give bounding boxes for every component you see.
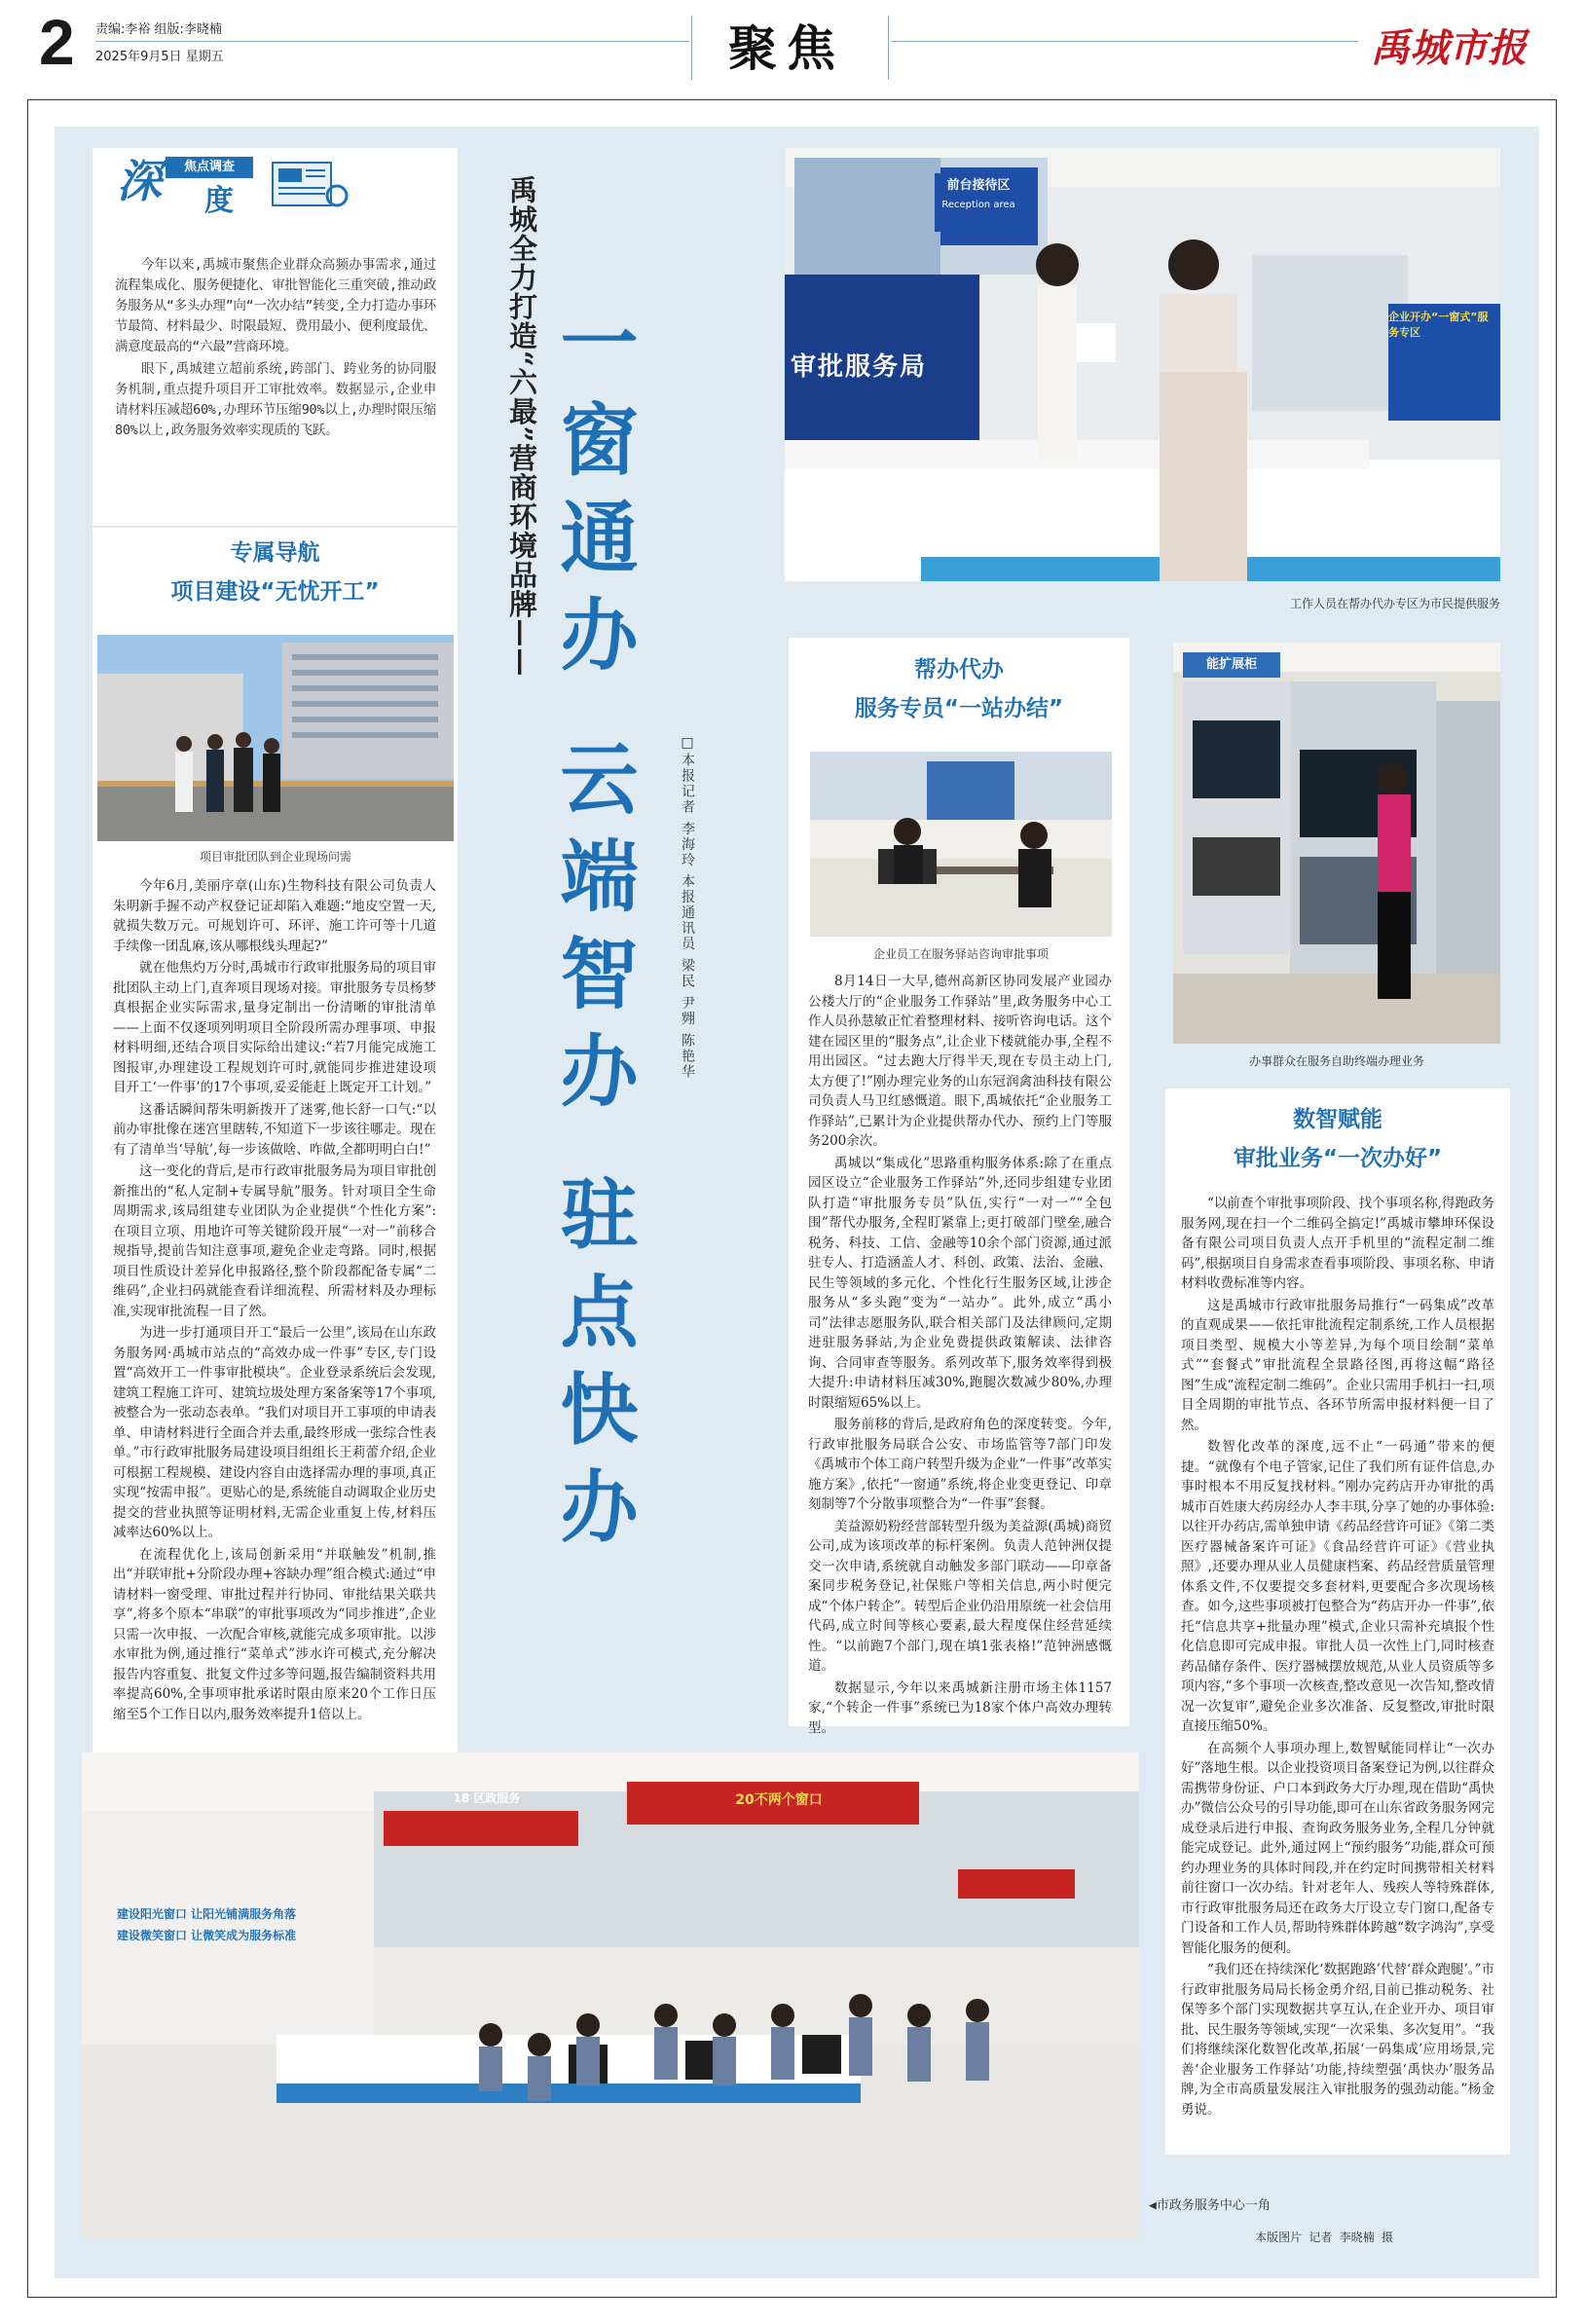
section3-paragraph: “以前查个审批事项阶段、找个事项名称,得跑政务服务网,现在扫一个二维码全搞定!”禹城市攀坤环保设备有限公司项目负责人点开手机里的“流程定制二维码”,根据项目自身需求查看事项阶段、事项名称、申请材料收费标准等内容。 <box>1181 1196 1494 1291</box>
deep-logo-tag: 焦点调查 <box>166 157 253 178</box>
photo-service-station-caption: 企业员工在服务驿站咨询审批事项 <box>872 947 1049 961</box>
section1-paragraph: 在流程优化上,该局创新采用“并联触发”机制,推出“并联审批+分阶段办理+容缺办理”组合模式:通过“申请材料一窗受理、审批过程并行协同、审批结果关联共享”,将多个原本“串联”的审批事项改为“同步推进”,企业只需一次申报、一次配合审核,就能完成多项审批。以涉水审批为例,通过推行“菜单式”涉水许可模式,充分解决报告内容重复、批复文件过多等问题,报告编制资料共用率提高60%,全事项审批承诺时限由原来20个工作日压缩至5个工作日以内,服务效率提升1倍以上。 <box>113 1546 436 1722</box>
hall-banner-2: 20不两个窗口 <box>735 1792 823 1808</box>
kiosk-sign: 能扩展柜 <box>1183 652 1280 678</box>
photo-service-hall-caption: ◀市政务服务中心一角 <box>1149 2198 1271 2213</box>
section2-paragraph: 8月14日一大早,德州高新区协同发展产业园办公楼大厅的“企业服务工作驿站”里,政务服务中心工作人员孙慧敏正忙着整理材料、接听咨询电话。这个建在园区里的“服务点”,让企业下楼就能办事,全程不用出园区。“过去跑大厅得半天,现在专员主动上门,太方便了!”刚办理完业务的山东冠润禽油科技有限公司负责人马卫红感慨道。眼下,禹城依托“企业服务工作驿站”,已累计为企业提供帮办代办、预约上门等服务200余次。 <box>808 974 1112 1149</box>
masthead-rule-left <box>95 41 689 42</box>
newspaper-icon <box>263 157 350 211</box>
headline-subtitle: 禹城全力打造“六最”营商环境品牌—— <box>505 175 538 678</box>
section2-paragraph: 数据显示,今年以来禹城新注册市场主体1157家,“个转企一件事”系统已为18家个体户高效办理转型。 <box>808 1679 1112 1736</box>
reception-sign-cn: 前台接待区 <box>946 178 1011 193</box>
headline-main: 一窗通办 云端智办 驻点快办 <box>547 302 638 1564</box>
section3-paragraph: “我们还在持续深化‘数据跑路’代替‘群众跑腿’。”市行政审批服务局局长杨金勇介绍,目前已推动税务、社保等多个部门实现数据共享互认,在企业开办、项目审批、民生服务等领域,实现“一次采集、多次复用”。“我们将继续深化数智化改革,拓展‘一码集成’应用场景,完善‘企业服务工作驿站’功能,持续塑强‘禹快办’服务品牌,为全市高质量发展注入审批服务的强劲动能。”杨金勇说。 <box>1181 1962 1494 2118</box>
newspaper-logo: 禹城市报 <box>1371 25 1527 71</box>
hall-wall-line-1: 建设阳光窗口 让阳光铺满服务角落 <box>117 1907 297 1921</box>
section1-paragraph: 这一变化的背后,是市行政审批服务局为项目审批创新推出的“私人定制+专属导航”服务。针对项目全生命周期需求,该局组建专业团队为企业提供“个性化方案”:在项目立项、用地许可等关键阶段开展“一对一”前移合规指导,提前告知注意事项,避免企业走弯路。同时,根据项目性质设计差异化申报路径,整个阶段都配备专属“二维码”,企业扫码就能查看详细流程、所需材料及办理标准,实现审批流程一目了然。 <box>113 1163 436 1319</box>
hall-wall-line-2: 建设微笑窗口 让微笑成为服务标准 <box>117 1929 297 1942</box>
deep-logo-char2: 度 <box>204 184 234 218</box>
reception-sign-en: Reception area <box>941 200 1015 210</box>
section3-paragraph: 在高频个人事项办理上,数智赋能同样让“一次办好”落地生根。以企业投资项目备案登记为例,以往群众需携带身份证、户口本到政务大厅办理,现在借助“禹快办”微信公众号的引导功能,即可在山东省政务服务网完成登录后进行申报、查询政务服务业务,全程几分钟就能完成登记。此外,通过网上“预约服务”功能,群众可预约办理业务的具体时间段,并在约定时间携带相关材料前往窗口一次办结。针对老年人、残疾人等特殊群体,市行政审批服务局还在政务大厅设立专门窗口,配备专门设备和工作人员,帮助特殊群体跨越“数字鸿沟”,享受智能化服务的便利。 <box>1181 1740 1494 1956</box>
masthead-divider-left <box>691 16 692 80</box>
section1-heading-2: 项目建设“无忧开工” <box>170 579 380 605</box>
photo-service-hall <box>82 1752 1139 2239</box>
photo-reception-caption: 工作人员在帮办代办专区为市民提供服务 <box>1289 597 1500 610</box>
section3-paragraph: 数智化改革的深度,远不止“一码通”带来的便捷。“就像有个电子管家,记住了我们所有证件信息,办事时根本不用反复找材料。”刚办完药店开办审批的禹城市百姓康大药房经办人李丰琪,分享了她的办事体验:以往开办药店,需单独申请《药品经营许可证》《第二类医疗器械备案许可证》《食品经营许可证》《营业执照》,还要办理从业人员健康档案、药品经营质量管理体系文件,不仅要提交多套材料,更要配合多次现场核查。如今,这些事项被打包整合为“药店开办一件事”,依托“信息共享+批量办理”模式,企业只需补充填报个性化信息即可完成申报。审批人员一次性上门,同时核查药品储存条件、医疗器械摆放规范,从业人员资质等多项内容,“多个事项一次核查,整改意见一次告知,整改情况一次复审”,避免企业多次准备、反复整改,审批时限直接压缩50%。 <box>1181 1439 1494 1734</box>
section1-paragraph: 这番话瞬间帮朱明新拨开了迷雾,他长舒一口气:“以前办审批像在迷宫里瞎转,不知道下一步该往哪走。现在有了清单当‘导航’,每一步该做啥、咋做,全都明明白白!” <box>113 1101 436 1158</box>
deep-logo <box>117 151 350 234</box>
section1-paragraph: 今年6月,美丽序章(山东)生物科技有限公司负责人朱明新手握不动产权登记证却陷入难题:“地皮空置一天,就损失数万元。可规划许可、环评、施工许可等十几道手续像一团乱麻,该从哪根线头理起?” <box>113 878 436 954</box>
hall-wall-text <box>117 1903 370 1946</box>
photo-credit: 本版图片 记者 李晓楠 摄 <box>1255 2231 1393 2244</box>
section2-text <box>808 972 1112 1740</box>
section2-heading-1: 帮办代办 <box>914 657 1004 682</box>
photo-self-service-caption: 办事群众在服务自助终端办理业务 <box>1248 1054 1424 1068</box>
section3-heading-1: 数智赋能 <box>1293 1107 1382 1132</box>
photo-site-visit <box>97 635 454 841</box>
section2-heading-2: 服务专员“一站办结” <box>854 696 1064 721</box>
section3-text <box>1181 1194 1494 2121</box>
hall-banner-1: 18 区政服务 <box>453 1791 521 1805</box>
section3-heading-2: 审批业务“一次办好” <box>1233 1146 1443 1171</box>
photo-self-service <box>1173 643 1500 1044</box>
photo-service-station <box>810 752 1112 937</box>
intro-paragraph: 眼下,禹城建立超前系统,跨部门、跨业务的协同服务机制,重点提升项目开工审批效率。数据显示,企业申请材料压减超60%,办理环节压缩90%以上,办理时限压缩80%以上,政务服务效率实现质的飞跃。 <box>115 361 436 438</box>
section3-paragraph: 这是禹城市行政审批服务局推行“一码集成”改革的直观成果——依托审批流程定制系统,工作人员根据项目类型、规模大小等差异,为每个项目绘制“菜单式”“套餐式”审批流程全景路径图,再将这幅“路径图”生成“流程定制二维码”。企业只需用手机扫一扫,项目全周期的审批节点、各环节所需申报材料便一目了然。 <box>1181 1297 1494 1433</box>
section2-paragraph: 服务前移的背后,是政府角色的深度转变。今年,行政审批服务局联合公安、市场监管等7部门印发《禹城市个体工商户转型升级为企业“一件事”改革实施方案》,依托“一窗通”系统,将企业变更登记、印章刻制等7个分散事项整合为“一件事”套餐。 <box>808 1417 1112 1512</box>
date-line: 2025年9月5日 星期五 <box>95 50 224 64</box>
section2-paragraph: 美益源奶粉经营部转型升级为美益源(禹城)商贸公司,成为该项改革的标杆案例。负责人范钟洲仅提交一次申请,系统就自动触发多部门联动——印章备案同步税务登记,社保账户等相关信息,两小时便完成“个体户转企”。转型后企业仍沿用原统一社会信用代码,成立时间等核心要素,最大程度保住经营延续性。“以前跑7个部门,现在填1张表格!”范钟洲感慨道。 <box>808 1518 1112 1674</box>
photo-site-visit-caption: 项目审批团队到企业现场问需 <box>199 850 351 864</box>
byline: □本报记者 李海玲 本报通讯员 梁民 尹翙 陈艳华 <box>680 735 695 1081</box>
page-number: 2 <box>39 6 75 78</box>
intro-text <box>115 255 436 443</box>
section1-paragraph: 就在他焦灼万分时,禹城市行政审批服务局的项目审批团队主动上门,直奔项目现场对接。审批服务专员杨梦真根据企业实际需求,量身定制出一份清晰的审批清单——上面不仅逐项列明项目全阶段所需办理事项、申报材料明细,还结合项目实际给出建议:“若7月能完成施工图报审,办理建设工程规划许可时,就能同步推进建设项目开工‘一件事’的17个事项,妥妥能赶上既定开工计划。” <box>113 960 436 1095</box>
enterprise-sign: 企业开办“一窗式”服务专区 <box>1388 311 1489 339</box>
masthead-rule-right <box>891 41 1358 42</box>
bureau-sign: 审批服务局 <box>791 352 928 382</box>
deep-logo-char: 深 <box>117 155 162 207</box>
intro-paragraph: 今年以来,禹城市聚焦企业群众高频办事需求,通过流程集成化、服务便捷化、审批智能化三重突破,推动政务服务从“多头办理”向“一次办结”转变,全力打造办事环节最简、材料最少、时限最短、费用最小、便利度最优、满意度最高的“六最”营商环境。 <box>115 257 436 354</box>
section1-text <box>113 876 436 1726</box>
masthead-divider-right <box>888 16 889 80</box>
section1-paragraph: 为进一步打通项目开工“最后一公里”,该局在山东政务服务网·禹城市站点的“高效办成一件事”专区,专门设置“高效开工一件事审批模块”。企业登录系统后会发现,建筑工程施工许可、建筑垃圾处理方案备案等17个事项,被整合为一张动态表单。“我们对项目开工事项的申请表单、申请材料进行全面合并去重,最终形成一张综合性表单。”市行政审批服务局建设项目组组长王莉蕾介绍,企业可根据工程规模、建设内容自由选择需办理的事项,真正实现“按需申报”。更贴心的是,系统能自动调取企业历史提交的营业执照等证明材料,无需企业重复上传,材料压减率达60%以上。 <box>113 1325 436 1540</box>
section2-paragraph: 禹城以“集成化”思路重构服务体系:除了在重点园区设立“企业服务工作驿站”外,还同步组建专业团队打造“审批服务专员”队伍,实行“一对一”“全包围”帮代办服务,全程盯紧靠上;更打破部门壁垒,融合税务、科技、工信、金融等10余个部门资源,通过派驻专人、打造涵盖人才、科创、政策、法治、金融、民生等领域的多元化、个性化行生服务区域,让涉企服务从“多头跑”变为“一站办”。此外,成立“禹小司”法律志愿服务队,联合相关部门及法律顾问,定期进驻服务驿站,为企业免费提供政策解读、法律咨询、合同审查等服务。系列改革下,服务效率得到极大提升:申请材料压减30%,跑腿次数减少80%,办理时限缩短65%以上。 <box>808 1155 1112 1411</box>
editors-line: 责编:李裕 组版:李晓楠 <box>95 22 222 37</box>
section1-heading-1: 专属导航 <box>230 540 320 566</box>
section-title: 聚焦 <box>728 19 845 77</box>
reception-sign <box>935 173 1022 232</box>
